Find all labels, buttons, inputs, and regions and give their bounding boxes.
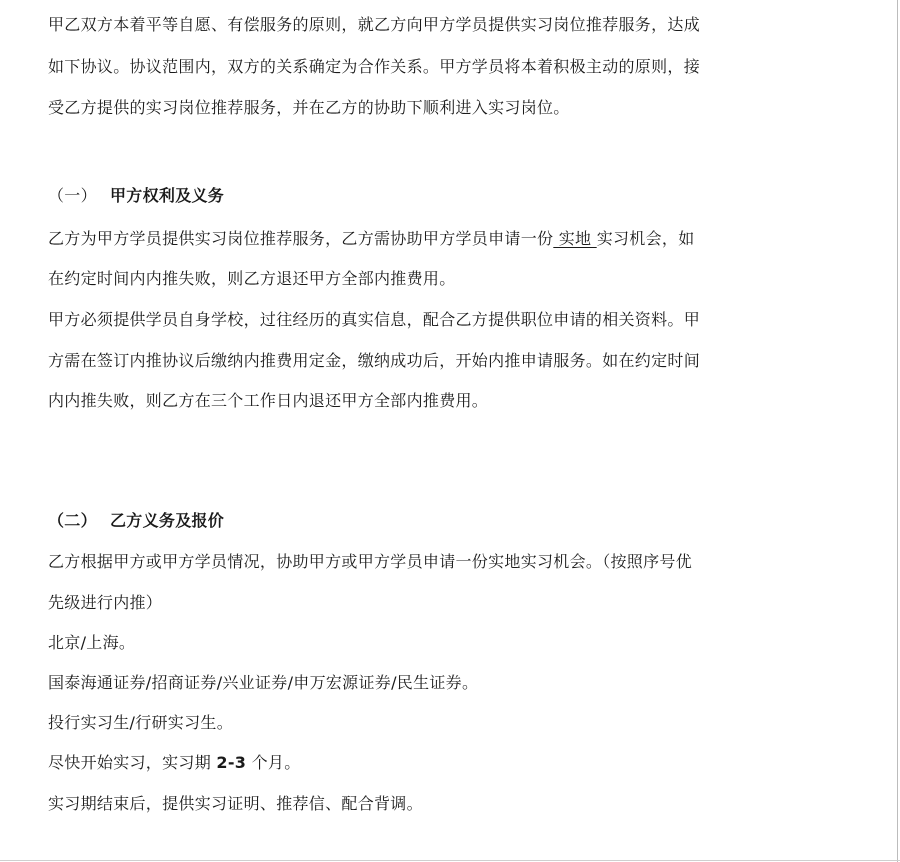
page-edge-bottom [0,860,900,861]
section-1-paragraph-1-line-2: 在约定时间内内推失败，则乙方退还甲方全部内推费用。 [48,269,456,288]
page-edge-right [897,0,898,862]
intro-line-3: 受乙方提供的实习岗位推荐服务，并在乙方的协助下顺利进入实习岗位。 [48,98,570,117]
section-1-title: 甲方权利及义务 [110,186,225,205]
roles-item: 投行实习生/行研实习生。 [48,713,233,732]
section-2-paragraph-1-line-1: 乙方根据甲方或甲方学员情况，协助甲方或甲方学员申请一份实地实习机会。（按照序号优 [48,552,693,571]
section-2-title: 乙方义务及报价 [110,511,225,530]
section-1-paragraph-2-line-3: 内内推失败，则乙方在三个工作日内退还甲方全部内推费用。 [48,391,489,410]
duration-text-before: 尽快开始实习，实习期 [48,753,217,772]
section-2-heading [48,511,224,531]
intro-line-1: 甲乙双方本着平等自愿、有偿服务的原则，就乙方向甲方学员提供实习岗位推荐服务，达成 [48,15,701,34]
firms-item: 国泰海通证券/招商证券/兴业证券/申万宏源证券/民生证券。 [48,673,479,692]
section-1-p1-text-after: 实习机会，如 [596,229,695,248]
location-item: 北京/上海。 [48,633,136,652]
underlined-field-value: 实地 [553,229,597,248]
post-internship-item: 实习期结束后，提供实习证明、推荐信、配合背调。 [48,794,423,813]
section-1-paragraph-1-line-1 [48,229,695,249]
duration-value: 2-3 [216,753,247,772]
intro-line-2: 如下协议。协议范围内，双方的关系确定为合作关系。甲方学员将本着积极主动的原则，接 [48,57,701,76]
section-1-paragraph-2-line-1: 甲方必须提供学员自身学校，过往经历的真实信息，配合乙方提供职位申请的相关资料。甲 [48,310,701,329]
duration-item [48,753,301,773]
section-1-paragraph-2-line-2: 方需在签订内推协议后缴纳内推费用定金，缴纳成功后，开始内推申请服务。如在约定时间 [48,351,701,370]
section-1-number: （一） [48,186,97,205]
section-2-number: （二） [48,511,97,530]
section-1-p1-text-before: 乙方为甲方学员提供实习岗位推荐服务，乙方需协助甲方学员申请一份 [48,229,554,248]
section-2-paragraph-1-line-2: 先级进行内推） [48,593,163,612]
section-1-heading [48,186,224,206]
duration-text-after: 个月。 [246,753,301,772]
